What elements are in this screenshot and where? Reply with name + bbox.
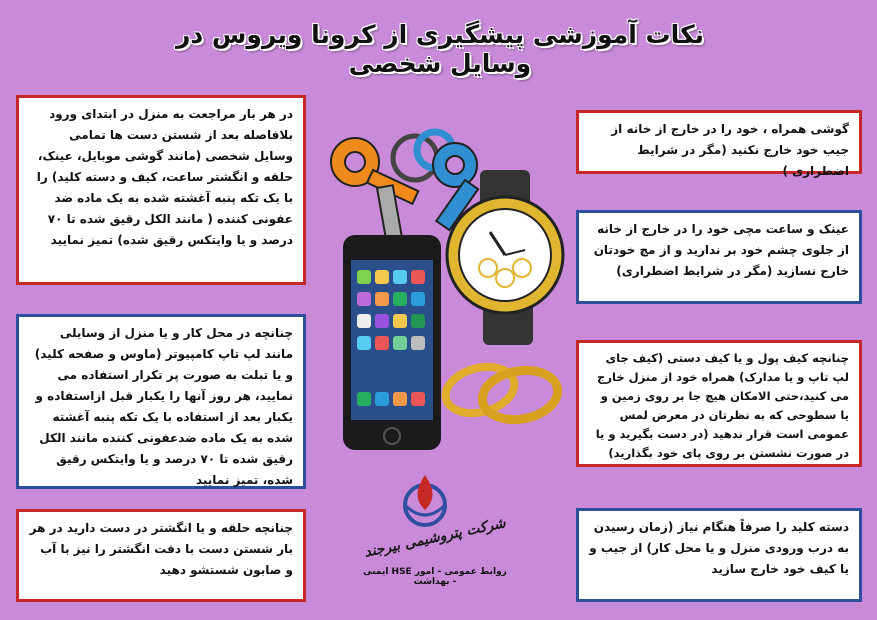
tip-clean-personal-items: در هر بار مراجعت به منزل در ابتدای ورود بلافاصله بعد از شستن دست ها تمامی وسایل شخصی (مانند گوشی موبایل، عینک، حلقه و انگشتر ساعت، کیف و دسته کلید) را با یک تکه پنبه آغشته شده به یک ماده ضد عفونی کننده ( مانند الکل رقیق شده تا ۷۰ درصد و یا وایتکس رقیق شده) تمیز نمایید <box>16 95 306 285</box>
tip-mobile-phone: گوشی همراه ، خود را در خارج از خانه از جیب خود خارج نکنید (مگر در شرایط اضطراری ) <box>576 110 862 174</box>
tip-keys: دسته کلید را صرفاً هنگام نیاز (زمان رسیدن به درب ورودی منزل و یا محل کار) از جیب و یا کیف خود خارج سازید <box>576 508 862 602</box>
tip-clean-laptop-devices: چنانچه در محل کار و یا منزل از وسایلی مانند لپ تاپ کامپیوتر (ماوس و صفحه کلید) و یا تبلت به صورت پر تکرار استفاده می نمایید، هر روز آنها را یکبار قبل ازاستفاده و یکبار بعد از استفاده با یک تکه پنبه آغشته شده به یک ماده ضدعفونی کننده مانند الکل رقیق شده تا ۷۰ درصد و یا وایتکس رقیق شده، تمیز نمایید <box>16 314 306 489</box>
tip-bags-wallet: چنانچه کیف پول و یا کیف دستی (کیف جای لپ تاپ و یا مدارک) همراه خود از منزل خارج می کنید،حتی الامکان هیچ جا بر روی زمین و یا سطوحی که به نظرتان در معرض لمس عمومی است قرار ندهید (در دست بگیرید و یا در صورت نشستن بر روی پای خود بگذارید) <box>576 340 862 467</box>
tip-glasses-watch: عینک و ساعت مچی خود را در خارج از خانه از جلوی چشم خود بر ندارید و از مچ خودتان خارج نسازید (مگر در شرایط اضطراری) <box>576 210 862 304</box>
rings-icon <box>440 360 561 426</box>
phone-icon <box>343 235 441 450</box>
logo-caption: روابط عمومی - امور HSE ایمنی - بهداشت <box>363 567 507 587</box>
company-name: شرکت پتروشیمی بیرجند <box>362 515 508 561</box>
personal-items-illustration <box>305 110 575 470</box>
tip-wash-rings: چنانچه حلقه و یا انگشتر در دست دارید در هر بار شستن دست با دقت انگشتر را نیز با آب و صابون شستشو دهید <box>16 509 306 602</box>
page-title: نکات آموزشی پیشگیری از کرونا ویروس در وسایل شخصی <box>176 20 704 78</box>
